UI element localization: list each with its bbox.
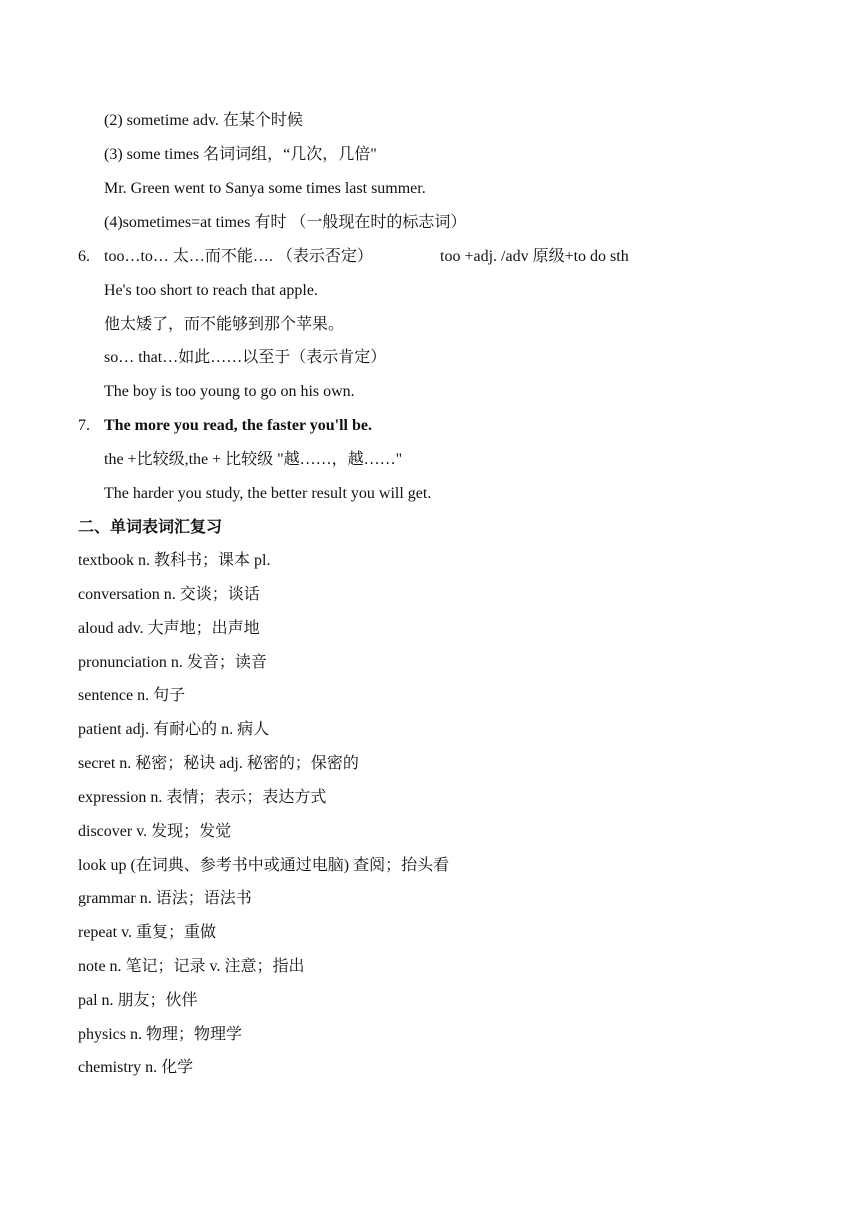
vocab-item: aloud adv. 大声地；出声地: [78, 620, 260, 637]
item-number-6: 6.: [78, 248, 90, 265]
note-line-example-boy: The boy is too young to go on his own.: [104, 383, 355, 400]
note-line-example-sanya: Mr. Green went to Sanya some times last summer.: [104, 180, 426, 197]
note-line-example-study: The harder you study, the better result you will get.: [104, 485, 432, 502]
note-line-example-apple: He's too short to reach that apple.: [104, 282, 318, 299]
vocab-item: conversation n. 交谈；谈话: [78, 586, 260, 603]
vocab-item: chemistry n. 化学: [78, 1059, 194, 1076]
vocab-item: repeat v. 重复；重做: [78, 924, 217, 941]
vocab-item: look up (在词典、参考书中或通过电脑) 查阅；抬头看: [78, 857, 450, 874]
vocab-item: discover v. 发现；发觉: [78, 823, 232, 840]
note-line-the-comparative: the +比较级,the + 比较级 "越……，越……": [104, 451, 403, 468]
vocab-item: sentence n. 句子: [78, 687, 186, 704]
vocab-item: secret n. 秘密；秘诀 adj. 秘密的；保密的: [78, 755, 359, 772]
note-line-sometimes: (4)sometimes=at times 有时 （一般现在时的标志词）: [104, 214, 467, 231]
item-6-formula: too +adj. /adv 原级+to do sth: [440, 248, 629, 265]
section-heading: 二、单词表词汇复习: [78, 517, 223, 536]
vocab-item: physics n. 物理；物理学: [78, 1026, 243, 1043]
vocab-item: textbook n. 教科书；课本 pl.: [78, 552, 271, 569]
note-line-translation-apple: 他太矮了，而不能够到那个苹果。: [104, 316, 345, 333]
note-line-so-that: so… that…如此……以至于（表示肯定）: [104, 349, 387, 366]
vocab-item: expression n. 表情；表示；表达方式: [78, 789, 327, 806]
item-7-text: The more you read, the faster you'll be.: [104, 417, 372, 434]
vocab-item: pronunciation n. 发音；读音: [78, 654, 267, 671]
note-line-sometime: (2) sometime adv. 在某个时候: [104, 112, 303, 129]
vocab-item: pal n. 朋友；伙伴: [78, 992, 198, 1009]
item-6-text: too…to… 太…而不能…. （表示否定）: [104, 248, 373, 265]
item-number-7: 7.: [78, 417, 90, 434]
vocab-item: note n. 笔记；记录 v. 注意；指出: [78, 958, 305, 975]
note-line-some-times: (3) some times 名词词组，“几次，几倍": [104, 146, 377, 163]
vocab-item: grammar n. 语法；语法书: [78, 890, 252, 907]
vocab-item: patient adj. 有耐心的 n. 病人: [78, 721, 270, 738]
